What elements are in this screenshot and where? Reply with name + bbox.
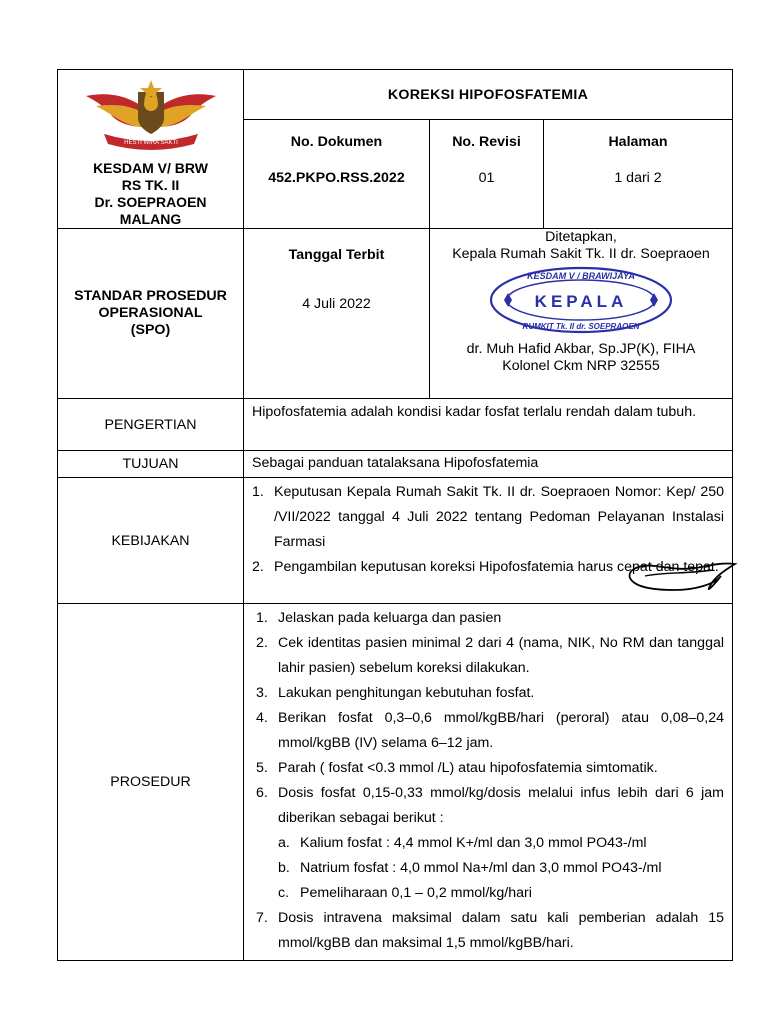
prosedur-subitem: c. Pemeliharaan 0,1 – 0,2 mmol/kg/hari bbox=[278, 885, 532, 901]
prosedur-list bbox=[252, 606, 724, 956]
prosedur-item: 3. Lakukan penghitungan kebutuhan fosfat. bbox=[256, 685, 535, 701]
stamp-top-text: KESDAM V / BRAWIJAYA bbox=[527, 271, 635, 281]
prosedur-item: 2. Cek identitas pasien minimal 2 dari 4 (nama, NIK, No RM dan tanggal lahir pasien) sebelum koreksi dilakukan. bbox=[256, 635, 725, 676]
approval-by: Kepala Rumah Sakit Tk. II dr. Soepraoen bbox=[452, 246, 710, 262]
prosedur-sublist bbox=[278, 831, 724, 906]
tujuan-label: TUJUAN bbox=[58, 451, 244, 478]
page-cell bbox=[544, 120, 733, 229]
prosedur-item: 1. Jelaskan pada keluarga dan pasien bbox=[256, 610, 502, 626]
page-label: Halaman bbox=[608, 134, 668, 151]
doc-number-cell bbox=[244, 120, 430, 229]
kebijakan-item: 2. Pengambilan keputusan koreksi Hipofosfatemia harus cepat dan tepat. bbox=[252, 559, 719, 575]
revision-value: 01 bbox=[478, 170, 495, 187]
prosedur-content bbox=[244, 604, 733, 961]
kesdam-logo-icon bbox=[76, 74, 226, 152]
initial-signature-icon bbox=[625, 556, 740, 596]
revision-label: No. Revisi bbox=[452, 134, 521, 151]
tujuan-text: Sebagai panduan tatalaksana Hipofosfatemia bbox=[244, 451, 733, 478]
org-logo-cell bbox=[58, 70, 244, 229]
doc-number-label: No. Dokumen bbox=[290, 134, 383, 151]
signer-rank: Kolonel Ckm NRP 32555 bbox=[502, 358, 660, 374]
document-title: KOREKSI HIPOFOSFATEMIA bbox=[244, 70, 733, 120]
logo-motto-text: HESTI WIRA SAKTI bbox=[123, 140, 178, 146]
spo-document bbox=[57, 69, 732, 961]
prosedur-item: 6. Dosis fosfat 0,15-0,33 mmol/kg/dosis melalui infus lebih dari 6 jam diberikan sebagai berikut : a. Kalium fosfat : 4,4 mmol K+/ml dan 3,0 mmol PO43-/ml b. Natrium fosfat : 4,0 mmol Na+/ml dan 3,0 mmol PO43-/ml c. Pemeliharaan 0,1 – 0,2 mmol/kg/hari bbox=[256, 781, 724, 906]
prosedur-item: 5. Parah ( fosfat <0.3 mmol /L) atau hipofosfatemia simtomatik. bbox=[256, 760, 658, 776]
signer-name: dr. Muh Hafid Akbar, Sp.JP(K), FIHA bbox=[466, 341, 696, 357]
issue-date-label: Tanggal Terbit bbox=[288, 247, 385, 263]
stamp-bottom-text: RUMKIT Tk. II dr. SOEPRAOEN bbox=[522, 322, 640, 331]
kebijakan-item: 1. Keputusan Kepala Rumah Sakit Tk. II dr. Soepraoen Nomor: Kep/ 250 /VII/2022 tanggal 4 Juli 2022 tentang Pedoman Pelayanan Instalasi Farmasi bbox=[252, 484, 725, 550]
pengertian-label: PENGERTIAN bbox=[58, 399, 244, 451]
stamp-mid-text: KEPALA bbox=[534, 292, 628, 311]
stamp-icon bbox=[486, 265, 676, 335]
spo-label-cell bbox=[58, 229, 244, 399]
kebijakan-label: KEBIJAKAN bbox=[58, 478, 244, 604]
revision-cell bbox=[430, 120, 544, 229]
approval-label: Ditetapkan, bbox=[545, 229, 617, 245]
prosedur-subitem: b. Natrium fosfat : 4,0 mmol Na+/ml dan 3,0 mmol PO43-/ml bbox=[278, 860, 662, 876]
spo-line2: OPERASIONAL bbox=[98, 305, 203, 321]
prosedur-item: 7. Dosis intravena maksimal dalam satu kali pemberian adalah 15 mmol/kgBB dan maksimal 1,5 mmol/kgBB/hari. bbox=[256, 910, 725, 951]
doc-number-value: 452.PKPO.RSS.2022 bbox=[268, 170, 405, 187]
org-line1: KESDAM V/ BRW bbox=[93, 160, 208, 176]
org-line4: MALANG bbox=[119, 211, 182, 227]
issue-date-value: 4 Juli 2022 bbox=[302, 296, 371, 312]
official-stamp bbox=[430, 265, 732, 337]
org-line2: RS TK. II bbox=[121, 177, 180, 193]
page-value: 1 dari 2 bbox=[614, 170, 662, 187]
prosedur-subitem: a. Kalium fosfat : 4,4 mmol K+/ml dan 3,0 mmol PO43-/ml bbox=[278, 835, 647, 851]
org-line3: Dr. SOEPRAOEN bbox=[94, 194, 207, 210]
spo-line3: (SPO) bbox=[130, 322, 171, 338]
spo-line1: STANDAR PROSEDUR bbox=[74, 288, 227, 304]
pengertian-text: Hipofosfatemia adalah kondisi kadar fosfat terlalu rendah dalam tubuh. bbox=[244, 399, 733, 451]
approval-cell bbox=[430, 229, 733, 399]
org-name bbox=[58, 160, 243, 228]
spo-table bbox=[57, 69, 733, 961]
issue-date-cell bbox=[244, 229, 430, 399]
prosedur-label: PROSEDUR bbox=[58, 604, 244, 961]
prosedur-item: 4. Berikan fosfat 0,3–0,6 mmol/kgBB/hari (peroral) atau 0,08–0,24 mmol/kgBB (IV) selama 6–12 jam. bbox=[256, 710, 725, 751]
